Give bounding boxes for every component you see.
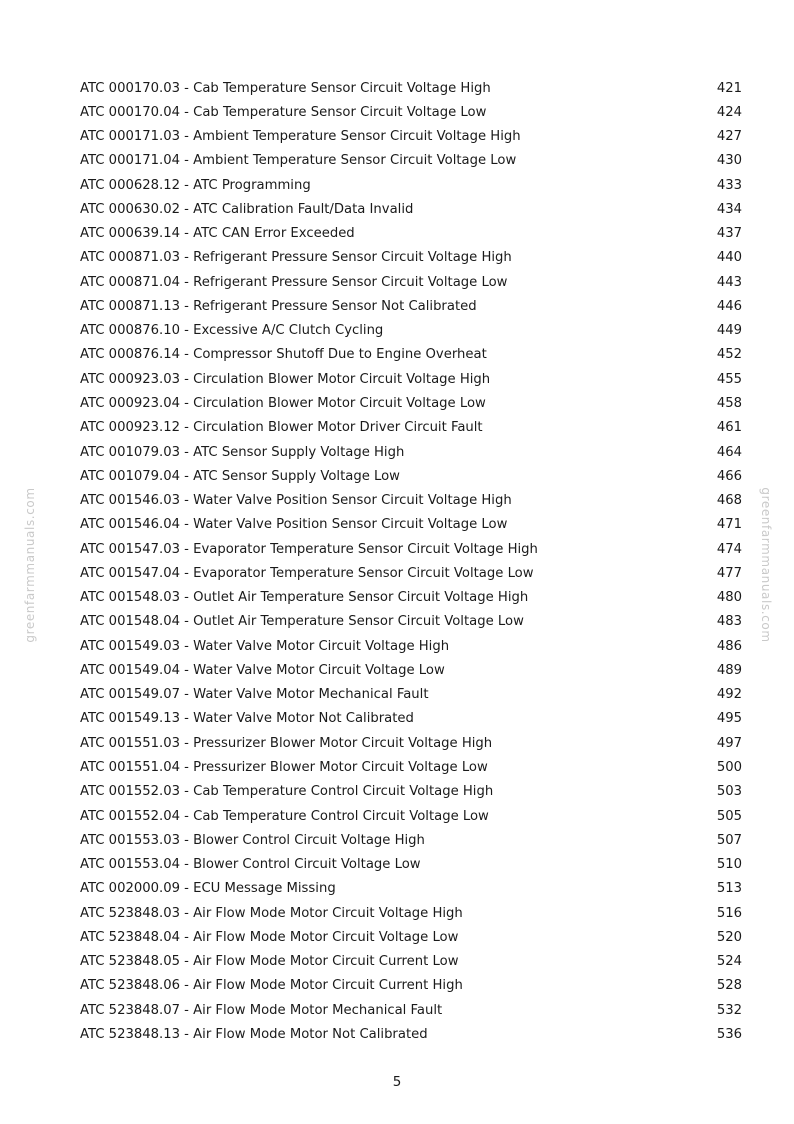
toc-entry-title: ATC 001552.03 - Cab Temperature Control Circuit Voltage High <box>80 785 494 799</box>
toc-entry[interactable] <box>80 270 742 294</box>
toc-entry-title: ATC 001548.03 - Outlet Air Temperature Sensor Circuit Voltage High <box>80 591 529 605</box>
toc-entry-page: 421 <box>716 80 742 96</box>
toc-entry-title: ATC 001553.04 - Blower Control Circuit Voltage Low <box>80 858 421 872</box>
toc-entry[interactable] <box>80 76 742 100</box>
toc-entry-page: 483 <box>716 614 742 630</box>
toc-entry[interactable] <box>80 173 742 197</box>
toc-entry[interactable] <box>80 853 742 877</box>
toc-entry-title: ATC 002000.09 - ECU Message Missing <box>80 882 336 896</box>
toc-entry-page: 430 <box>716 153 742 169</box>
toc-entry-title: ATC 523848.03 - Air Flow Mode Motor Circuit Voltage High <box>80 906 463 920</box>
toc-entry[interactable] <box>80 974 742 998</box>
toc-entry-page: 477 <box>716 565 742 581</box>
toc-entry-page: 449 <box>716 323 742 339</box>
toc-entry-page: 507 <box>716 832 742 848</box>
toc-entry[interactable] <box>80 294 742 318</box>
toc-entry[interactable] <box>80 1022 742 1046</box>
toc-entry[interactable] <box>80 367 742 391</box>
toc-entry-page: 424 <box>716 104 742 120</box>
toc-entry-title: ATC 001552.04 - Cab Temperature Control Circuit Voltage Low <box>80 809 489 823</box>
toc-entry-page: 433 <box>716 177 742 193</box>
toc-entry-title: ATC 001547.03 - Evaporator Temperature Sensor Circuit Voltage High <box>80 542 538 556</box>
toc-entry-title: ATC 000170.04 - Cab Temperature Sensor Circuit Voltage Low <box>80 105 487 119</box>
toc-entry-title: ATC 523848.07 - Air Flow Mode Motor Mechanical Fault <box>80 1003 443 1017</box>
toc-entry-title: ATC 001551.03 - Pressurizer Blower Motor Circuit Voltage High <box>80 736 493 750</box>
toc-entry-page: 532 <box>716 1002 742 1018</box>
toc-entry-page: 427 <box>716 129 742 145</box>
toc-entry[interactable] <box>80 804 742 828</box>
toc-entry[interactable] <box>80 780 742 804</box>
toc-entry-page: 455 <box>716 371 742 387</box>
toc-entry-page: 452 <box>716 347 742 363</box>
toc-entry-title: ATC 000876.10 - Excessive A/C Clutch Cycling <box>80 324 384 338</box>
table-of-contents <box>80 76 742 1047</box>
toc-entry-title: ATC 000923.03 - Circulation Blower Motor Circuit Voltage High <box>80 372 491 386</box>
toc-entry-page: 489 <box>716 662 742 678</box>
toc-entry-page: 500 <box>716 759 742 775</box>
toc-entry[interactable] <box>80 537 742 561</box>
toc-entry[interactable] <box>80 100 742 124</box>
toc-entry-title: ATC 000170.03 - Cab Temperature Sensor Circuit Voltage High <box>80 81 491 95</box>
toc-entry-title: ATC 523848.06 - Air Flow Mode Motor Circuit Current High <box>80 979 463 993</box>
toc-entry-title: ATC 001549.13 - Water Valve Motor Not Calibrated <box>80 712 414 726</box>
watermark-right: greenfarmmanuals.com <box>759 487 773 643</box>
toc-entry-title: ATC 000628.12 - ATC Programming <box>80 178 311 192</box>
toc-entry-page: 492 <box>716 687 742 703</box>
toc-entry-page: 437 <box>716 226 742 242</box>
toc-entry[interactable] <box>80 610 742 634</box>
toc-entry-page: 443 <box>716 274 742 290</box>
toc-entry-title: ATC 000871.04 - Refrigerant Pressure Sensor Circuit Voltage Low <box>80 275 508 289</box>
toc-entry-title: ATC 001549.07 - Water Valve Motor Mechanical Fault <box>80 688 429 702</box>
toc-entry-title: ATC 000923.04 - Circulation Blower Motor Circuit Voltage Low <box>80 396 486 411</box>
toc-entry-page: 461 <box>716 420 742 436</box>
toc-entry-title: ATC 001549.03 - Water Valve Motor Circuit Voltage High <box>80 639 450 653</box>
toc-entry-title: ATC 001548.04 - Outlet Air Temperature Sensor Circuit Voltage Low <box>80 615 524 629</box>
toc-entry[interactable] <box>80 343 742 367</box>
toc-entry[interactable] <box>80 998 742 1022</box>
page-number: 5 <box>392 1074 402 1090</box>
toc-entry-title: ATC 001551.04 - Pressurizer Blower Motor Circuit Voltage Low <box>80 760 488 775</box>
toc-entry-title: ATC 001547.04 - Evaporator Temperature Sensor Circuit Voltage Low <box>80 566 534 581</box>
toc-entry-page: 513 <box>716 881 742 897</box>
toc-entry[interactable] <box>80 683 742 707</box>
toc-entry-title: ATC 000871.13 - Refrigerant Pressure Sensor Not Calibrated <box>80 299 477 314</box>
toc-entry[interactable] <box>80 416 742 440</box>
toc-entry-page: 520 <box>716 929 742 945</box>
toc-entry-title: ATC 001553.03 - Blower Control Circuit Voltage High <box>80 833 425 847</box>
toc-entry-page: 486 <box>716 638 742 654</box>
toc-entry-page: 495 <box>716 711 742 727</box>
toc-entry[interactable] <box>80 755 742 779</box>
toc-entry-page: 536 <box>716 1026 742 1042</box>
toc-entry-page: 516 <box>716 905 742 921</box>
toc-entry[interactable] <box>80 513 742 537</box>
toc-entry[interactable] <box>80 197 742 221</box>
toc-entry[interactable] <box>80 828 742 852</box>
toc-entry-page: 505 <box>716 808 742 824</box>
toc-entry[interactable] <box>80 125 742 149</box>
toc-entry[interactable] <box>80 634 742 658</box>
toc-entry-title: ATC 000923.12 - Circulation Blower Motor Driver Circuit Fault <box>80 421 483 435</box>
toc-entry-page: 528 <box>716 978 742 994</box>
toc-entry-page: 446 <box>716 298 742 314</box>
toc-entry-page: 464 <box>716 444 742 460</box>
toc-entry-page: 440 <box>716 250 742 266</box>
toc-entry-title: ATC 001079.03 - ATC Sensor Supply Voltage High <box>80 445 405 459</box>
toc-entry[interactable] <box>80 950 742 974</box>
toc-entry-title: ATC 000171.04 - Ambient Temperature Sensor Circuit Voltage Low <box>80 154 517 168</box>
toc-entry-title: ATC 001079.04 - ATC Sensor Supply Voltage Low <box>80 469 400 483</box>
toc-entry-page: 524 <box>716 954 742 970</box>
toc-entry[interactable] <box>80 464 742 488</box>
toc-entry-page: 466 <box>716 468 742 484</box>
toc-entry-page: 510 <box>716 857 742 873</box>
toc-entry-title: ATC 000876.14 - Compressor Shutoff Due to Engine Overheat <box>80 348 487 362</box>
watermark-left: greenfarmmanuals.com <box>23 487 37 643</box>
toc-entry-page: 458 <box>716 395 742 411</box>
toc-entry-title: ATC 000871.03 - Refrigerant Pressure Sensor Circuit Voltage High <box>80 251 512 265</box>
toc-entry[interactable] <box>80 440 742 464</box>
toc-entry-title: ATC 001546.03 - Water Valve Position Sensor Circuit Voltage High <box>80 494 512 508</box>
toc-entry[interactable] <box>80 391 742 415</box>
toc-entry-title: ATC 523848.04 - Air Flow Mode Motor Circuit Voltage Low <box>80 930 459 945</box>
toc-entry[interactable] <box>80 731 742 755</box>
toc-entry-title: ATC 001546.04 - Water Valve Position Sensor Circuit Voltage Low <box>80 518 508 532</box>
toc-entry-title: ATC 523848.13 - Air Flow Mode Motor Not Calibrated <box>80 1027 428 1042</box>
toc-entry[interactable] <box>80 707 742 731</box>
toc-entry[interactable] <box>80 877 742 901</box>
toc-entry[interactable] <box>80 586 742 610</box>
toc-entry-page: 480 <box>716 590 742 606</box>
toc-entry[interactable] <box>80 901 742 925</box>
toc-entry[interactable] <box>80 149 742 173</box>
toc-entry[interactable] <box>80 246 742 270</box>
toc-entry-page: 474 <box>716 541 742 557</box>
toc-entry[interactable] <box>80 658 742 682</box>
toc-entry-page: 434 <box>716 201 742 217</box>
toc-entry[interactable] <box>80 319 742 343</box>
toc-entry-page: 468 <box>716 493 742 509</box>
toc-entry-page: 471 <box>716 517 742 533</box>
toc-entry-page: 503 <box>716 784 742 800</box>
toc-entry[interactable] <box>80 222 742 246</box>
toc-entry[interactable] <box>80 925 742 949</box>
toc-entry[interactable] <box>80 489 742 513</box>
toc-entry-title: ATC 000171.03 - Ambient Temperature Sensor Circuit Voltage High <box>80 130 521 144</box>
toc-entry-title: ATC 523848.05 - Air Flow Mode Motor Circuit Current Low <box>80 955 459 969</box>
toc-entry-page: 497 <box>716 735 742 751</box>
toc-entry[interactable] <box>80 561 742 585</box>
toc-entry-title: ATC 000639.14 - ATC CAN Error Exceeded <box>80 227 355 241</box>
toc-entry-title: ATC 001549.04 - Water Valve Motor Circuit Voltage Low <box>80 663 445 678</box>
toc-entry-title: ATC 000630.02 - ATC Calibration Fault/Data Invalid <box>80 202 414 217</box>
